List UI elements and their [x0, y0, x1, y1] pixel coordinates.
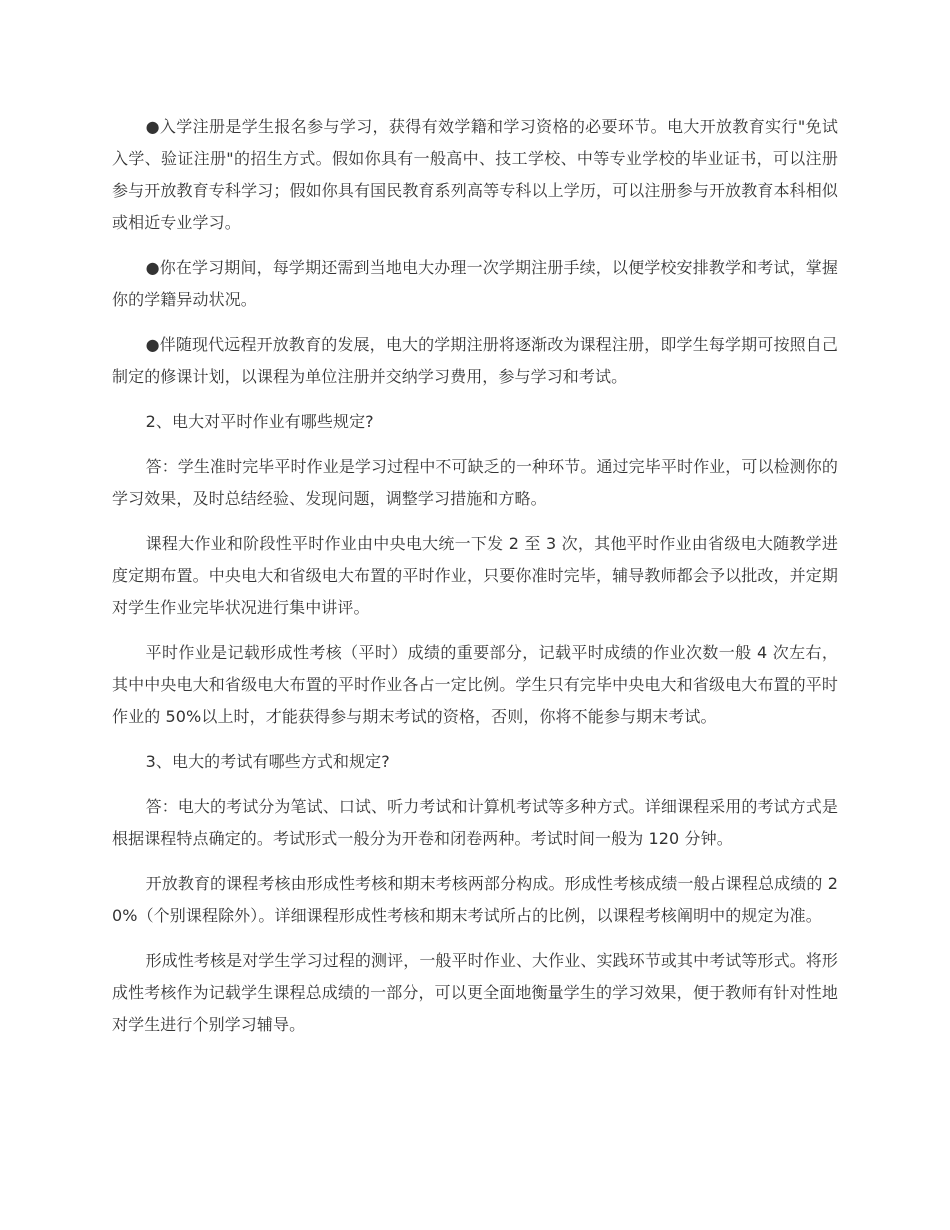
- paragraph-course-assessment: 开放教育的课程考核由形成性考核和期末考核两部分构成。形成性考核成绩一般占课程总成绩的 20%（个别课程除外）。详细课程形成性考核和期末考试所占的比例，以课程考核阐明中的规定为准。: [112, 874, 838, 925]
- answer-exam-rules: 答：电大的考试分为笔试、口试、听力考试和计算机考试等多种方式。详细课程采用的考试方式是根据课程特点确定的。考试形式一般分为开卷和闭卷两种。考试时间一般为 120 分钟。: [112, 797, 838, 848]
- paragraph-homework-grading: 平时作业是记载形成性考核（平时）成绩的重要部分，记载平时成绩的作业次数一般 4 次左右，其中中央电大和省级电大布置的平时作业各占一定比例。学生只有完毕中央电大和省级电大布置的平时作业的 50%以上时，才能获得参与期末考试的资格，否则，你将不能参与期末考试。: [112, 643, 838, 726]
- paragraph-enrollment-registration: ●入学注册是学生报名参与学习，获得有效学籍和学习资格的必要环节。电大开放教育实行"免试入学、验证注册"的招生方式。假如你具有一般高中、技工学校、中等专业学校的毕业证书，可以注册参与开放教育专科学习；假如你具有国民教育系列高等专科以上学历，可以注册参与开放教育本科相似或相近专业学习。: [112, 117, 838, 232]
- paragraph-formative-assessment: 形成性考核是对学生学习过程的测评，一般平时作业、大作业、实践环节或其中考试等形式。将形成性考核作为记载学生课程总成绩的一部分，可以更全面地衡量学生的学习效果，便于教师有针对性地对学生进行个别学习辅导。: [112, 951, 838, 1034]
- answer-homework-rules: 答：学生准时完毕平时作业是学习过程中不可缺乏的一种环节。通过完毕平时作业，可以检测你的学习效果，及时总结经验、发现问题，调整学习措施和方略。: [112, 457, 838, 508]
- question-homework-rules: 2、电大对平时作业有哪些规定?: [145, 412, 374, 431]
- paragraph-semester-registration: ●你在学习期间，每学期还需到当地电大办理一次学期注册手续，以便学校安排教学和考试，掌握你的学籍异动状况。: [112, 258, 838, 309]
- question-exam-rules: 3、电大的考试有哪些方式和规定?: [145, 752, 390, 771]
- paragraph-course-registration: ●伴随现代远程开放教育的发展，电大的学期注册将逐渐改为课程注册，即学生每学期可按照自己制定的修课计划，以课程为单位注册并交纳学习费用，参与学习和考试。: [112, 335, 838, 386]
- paragraph-homework-assignment: 课程大作业和阶段性平时作业由中央电大统一下发 2 至 3 次，其他平时作业由省级电大随教学进度定期布置。中央电大和省级电大布置的平时作业，只要你准时完毕，辅导教师都会予以批改，并定期对学生作业完毕状况进行集中讲评。: [112, 534, 838, 617]
